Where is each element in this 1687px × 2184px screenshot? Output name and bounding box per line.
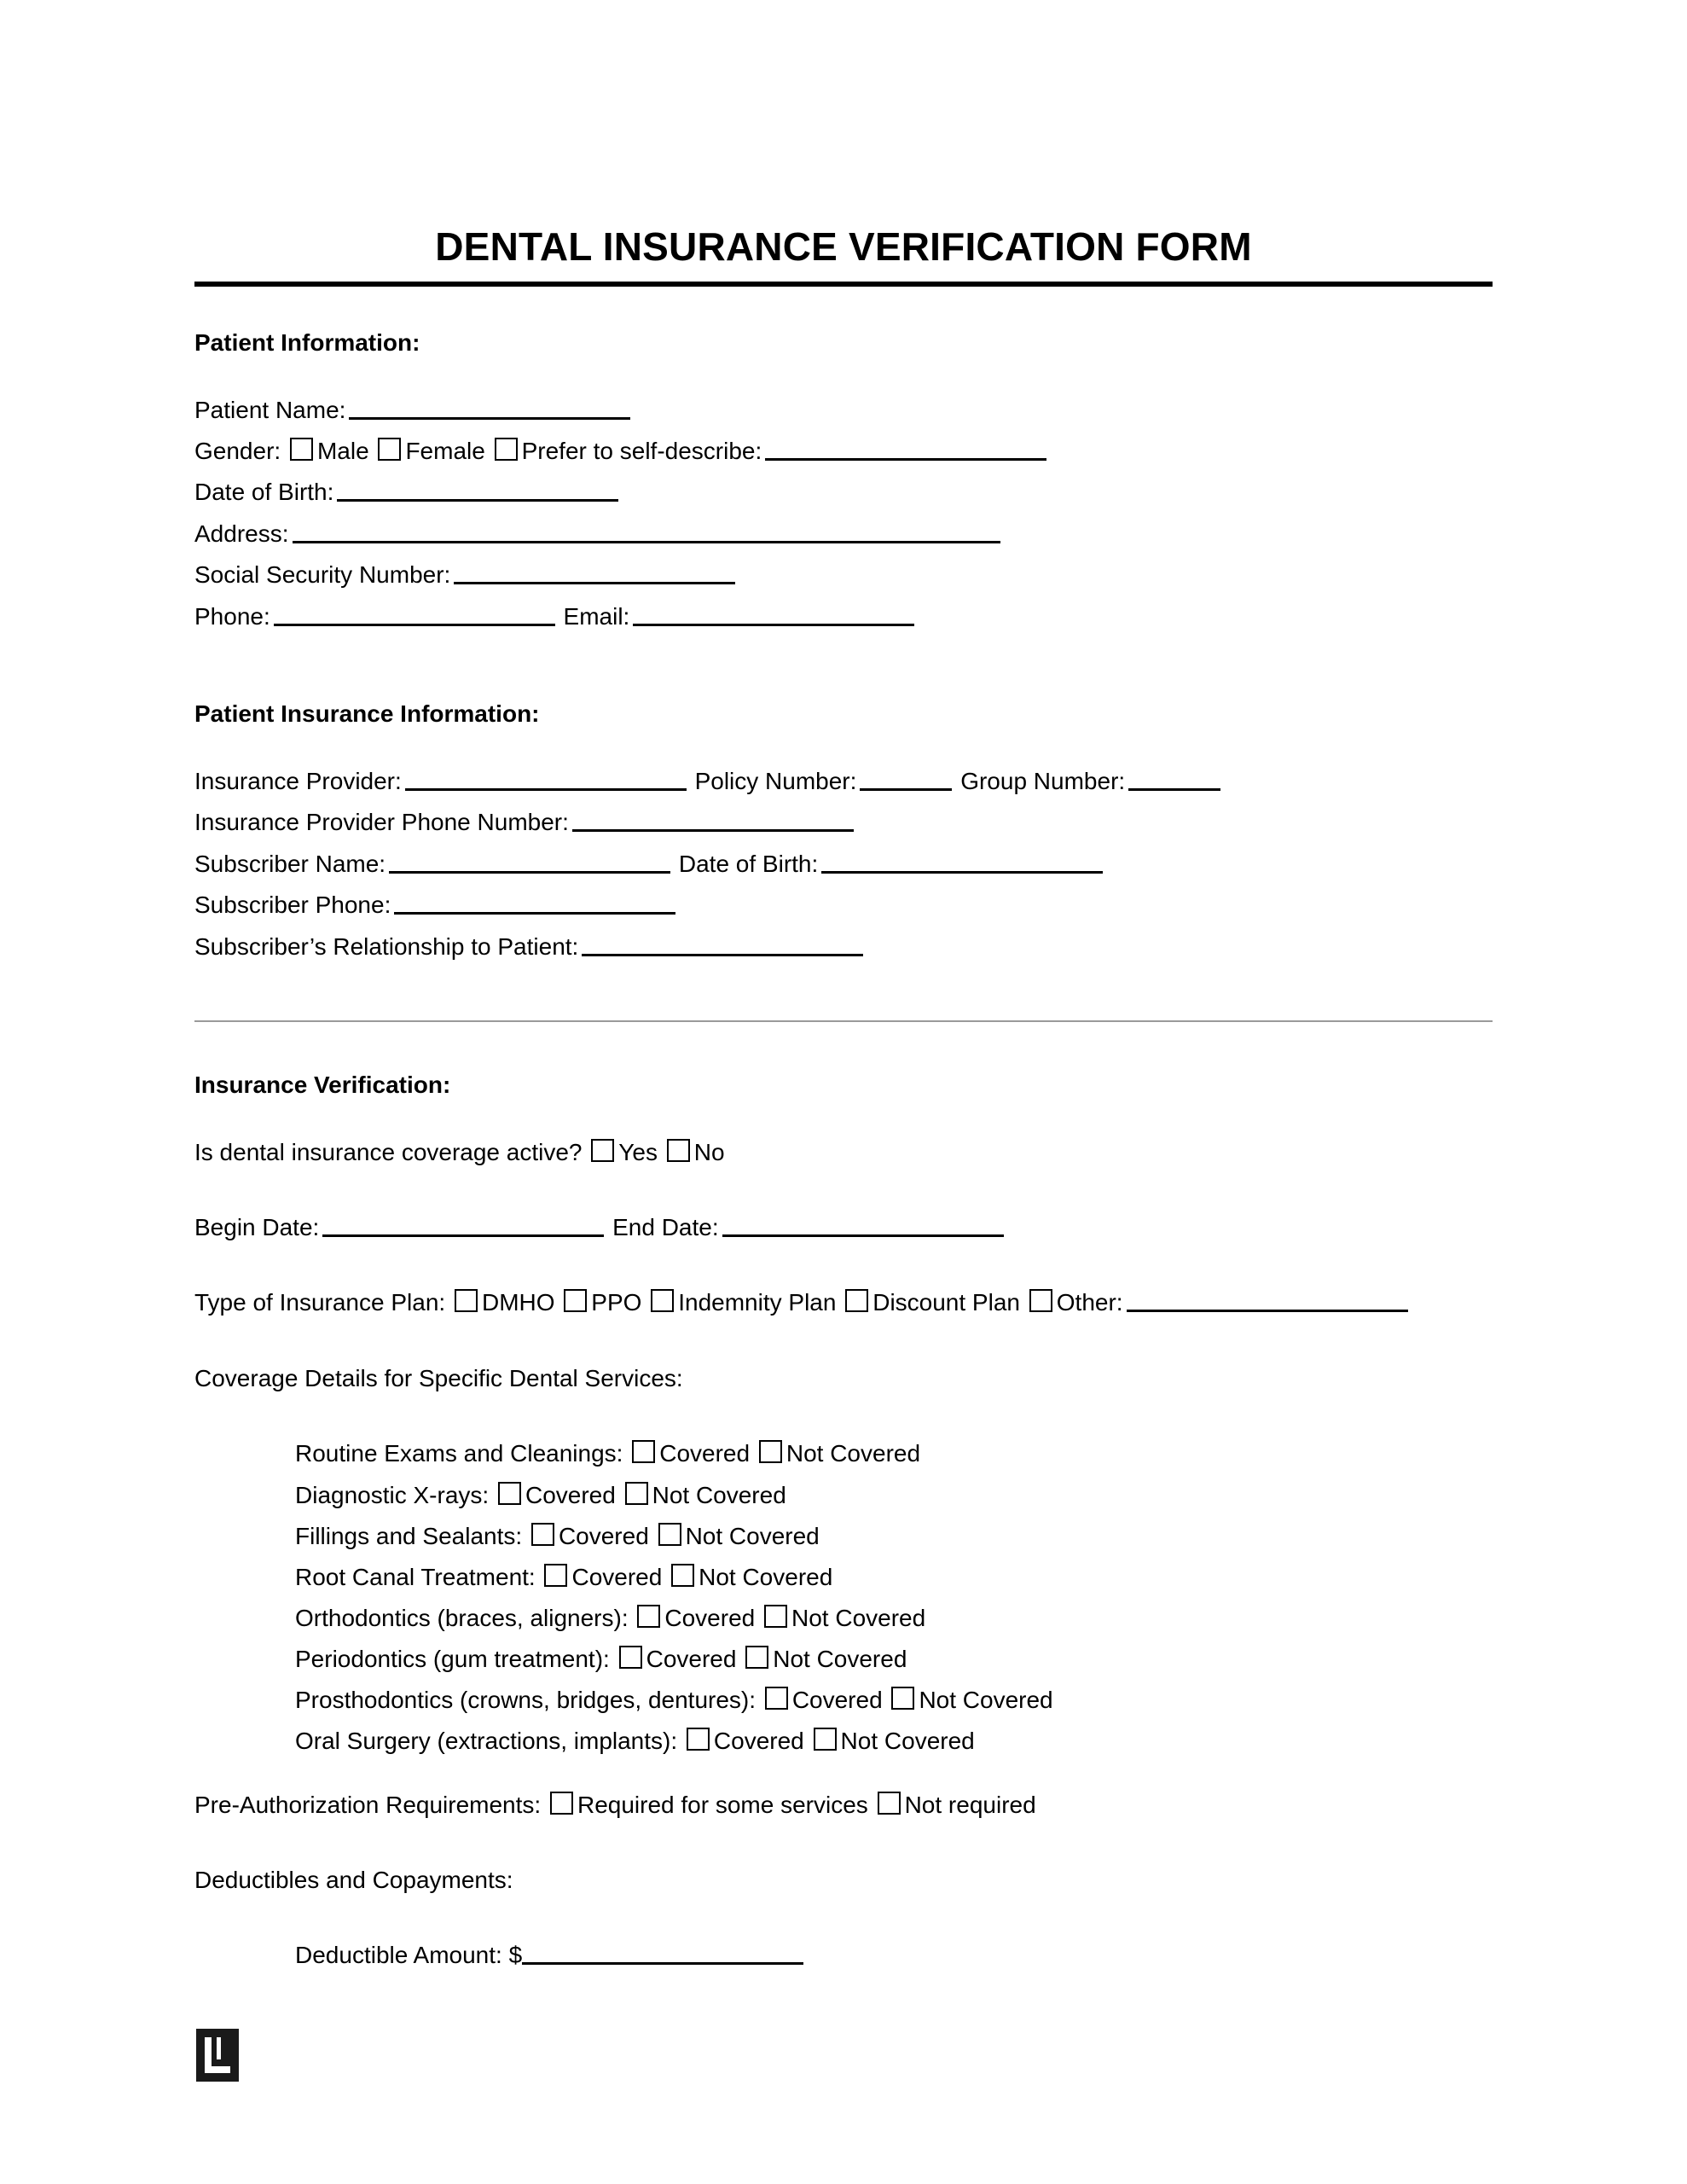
begin-date-label: Begin Date:	[194, 1214, 320, 1241]
insurance-provider-input[interactable]	[405, 768, 687, 791]
coverage-option-not-covered: Not Covered	[773, 1646, 907, 1673]
list-item	[295, 1639, 1493, 1680]
coverage-option-covered: Covered	[525, 1481, 616, 1508]
coverage-item-label: Routine Exams and Cleanings:	[295, 1440, 623, 1467]
coverage-option-covered: Covered	[571, 1563, 663, 1590]
coverage-dates-row	[194, 1207, 1493, 1248]
phone-label: Phone:	[194, 602, 270, 630]
checkbox-prosthodontics-covered[interactable]	[765, 1687, 788, 1710]
insurance-provider-phone-input[interactable]	[572, 809, 854, 832]
ssn-label: Social Security Number:	[194, 561, 451, 589]
end-date-input[interactable]	[722, 1214, 1004, 1237]
subscriber-relationship-input[interactable]	[582, 933, 863, 956]
checkbox-orthodontics-not-covered[interactable]	[764, 1605, 787, 1628]
coverage-details-label: Coverage Details for Specific Dental Services:	[194, 1364, 683, 1391]
plan-other-input[interactable]	[1127, 1289, 1408, 1312]
checkbox-prosthodontics-not-covered[interactable]	[891, 1687, 914, 1710]
plan-option-dmho: DMHO	[481, 1289, 555, 1316]
insurance-provider-phone-row	[194, 802, 1493, 843]
plan-option-discount: Discount Plan	[872, 1289, 1020, 1316]
patient-name-input[interactable]	[349, 397, 630, 420]
subscriber-name-label: Subscriber Name:	[194, 850, 386, 877]
plan-type-row	[194, 1282, 1493, 1323]
coverage-option-covered: Covered	[664, 1604, 756, 1631]
coverage-item-label: Diagnostic X-rays:	[295, 1481, 490, 1508]
insurance-provider-row	[194, 761, 1493, 802]
patient-name-label: Patient Name:	[194, 396, 346, 423]
plan-option-ppo: PPO	[591, 1289, 642, 1316]
coverage-active-question: Is dental insurance coverage active?	[194, 1138, 583, 1165]
checkbox-routine-exams-not-covered[interactable]	[759, 1440, 782, 1463]
checkbox-coverage-active-no[interactable]	[667, 1139, 690, 1162]
subscriber-phone-row	[194, 885, 1493, 926]
patient-insurance-information-heading: Patient Insurance Information:	[194, 700, 540, 728]
list-item	[295, 1557, 1493, 1598]
date-of-birth-input[interactable]	[337, 479, 618, 502]
date-of-birth-row	[194, 472, 1493, 513]
subscriber-phone-input[interactable]	[394, 892, 675, 915]
checkbox-plan-indemnity[interactable]	[651, 1289, 674, 1312]
checkbox-fillings-covered[interactable]	[531, 1523, 554, 1546]
deductible-amount-row	[295, 1935, 1493, 1976]
coverage-option-not-covered: Not Covered	[840, 1728, 975, 1755]
gender-option-female: Female	[405, 438, 485, 465]
gender-row	[194, 431, 1493, 472]
address-input[interactable]	[293, 520, 1000, 543]
patient-information-heading: Patient Information:	[194, 329, 420, 356]
patient-information-section	[194, 326, 1493, 637]
patient-insurance-information-section	[194, 697, 1493, 967]
coverage-option-not-covered: Not Covered	[919, 1687, 1053, 1714]
deductible-amount-group	[295, 1935, 1493, 1976]
coverage-option-not-covered: Not Covered	[699, 1563, 833, 1590]
checkbox-orthodontics-covered[interactable]	[637, 1605, 660, 1628]
preauth-label: Pre-Authorization Requirements:	[194, 1791, 542, 1818]
checkbox-root-canal-covered[interactable]	[544, 1564, 567, 1587]
checkbox-fillings-not-covered[interactable]	[658, 1523, 681, 1546]
preauth-row	[194, 1785, 1493, 1826]
checkbox-preauth-not-required[interactable]	[878, 1792, 901, 1815]
plan-option-other: Other:	[1056, 1289, 1123, 1316]
checkbox-routine-exams-covered[interactable]	[632, 1440, 655, 1463]
checkbox-root-canal-not-covered[interactable]	[671, 1564, 694, 1587]
checkbox-xrays-covered[interactable]	[498, 1482, 521, 1505]
list-item	[295, 1475, 1493, 1516]
deductible-amount-input[interactable]	[522, 1942, 803, 1965]
subscriber-dob-label: Date of Birth:	[678, 850, 819, 877]
coverage-item-label: Oral Surgery (extractions, implants):	[295, 1728, 678, 1755]
coverage-option-not-covered: Not Covered	[786, 1440, 921, 1467]
address-row	[194, 514, 1493, 555]
group-number-input[interactable]	[1128, 768, 1220, 791]
coverage-active-option-no: No	[693, 1138, 725, 1165]
coverage-option-covered: Covered	[713, 1728, 804, 1755]
coverage-item-label: Fillings and Sealants:	[295, 1522, 523, 1549]
checkbox-coverage-active-yes[interactable]	[591, 1139, 614, 1162]
checkbox-plan-dmho[interactable]	[455, 1289, 478, 1312]
legal-templates-logo	[196, 2029, 239, 2082]
subscriber-name-input[interactable]	[389, 851, 670, 874]
coverage-item-label: Root Canal Treatment:	[295, 1563, 536, 1590]
gender-option-male: Male	[316, 438, 369, 465]
subscriber-relationship-row	[194, 926, 1493, 967]
date-of-birth-label: Date of Birth:	[194, 479, 334, 506]
patient-name-row	[194, 390, 1493, 431]
address-label: Address:	[194, 520, 289, 547]
end-date-label: End Date:	[612, 1214, 719, 1241]
coverage-option-covered: Covered	[558, 1522, 649, 1549]
coverage-option-covered: Covered	[646, 1646, 737, 1673]
gender-label: Gender:	[194, 438, 281, 465]
coverage-item-label: Orthodontics (braces, aligners):	[295, 1604, 629, 1631]
list-item	[295, 1721, 1493, 1762]
ssn-row	[194, 555, 1493, 595]
list-item	[295, 1433, 1493, 1474]
ssn-input[interactable]	[454, 561, 735, 584]
phone-email-row	[194, 596, 1493, 637]
checkbox-oral-surgery-not-covered[interactable]	[814, 1728, 837, 1751]
checkbox-gender-male[interactable]	[290, 438, 313, 461]
checkbox-xrays-not-covered[interactable]	[625, 1482, 648, 1505]
title-divider	[194, 282, 1493, 287]
coverage-option-covered: Covered	[659, 1440, 751, 1467]
coverage-option-not-covered: Not Covered	[791, 1604, 926, 1631]
coverage-active-row	[194, 1132, 1493, 1173]
coverage-item-label: Prosthodontics (crowns, bridges, dentures):	[295, 1687, 757, 1714]
coverage-option-not-covered: Not Covered	[685, 1522, 820, 1549]
document-content	[194, 224, 1493, 2014]
coverage-items-list	[295, 1433, 1493, 1762]
subscriber-phone-label: Subscriber Phone:	[194, 892, 391, 919]
insurance-verification-heading: Insurance Verification:	[194, 1072, 451, 1098]
checkbox-gender-self-describe[interactable]	[495, 438, 518, 461]
checkbox-periodontics-covered[interactable]	[619, 1646, 642, 1669]
subscriber-dob-input[interactable]	[821, 851, 1103, 874]
group-number-label: Group Number:	[960, 767, 1126, 794]
page-title: DENTAL INSURANCE VERIFICATION FORM	[435, 224, 1252, 269]
begin-date-input[interactable]	[322, 1214, 604, 1237]
checkbox-plan-other[interactable]	[1029, 1289, 1052, 1312]
gender-option-self-describe: Prefer to self-describe:	[521, 438, 762, 465]
list-item	[295, 1516, 1493, 1557]
list-item	[295, 1680, 1493, 1721]
subscriber-name-row	[194, 844, 1493, 885]
coverage-option-not-covered: Not Covered	[652, 1481, 786, 1508]
subscriber-relationship-label: Subscriber’s Relationship to Patient:	[194, 932, 579, 960]
insurance-provider-phone-label: Insurance Provider Phone Number:	[194, 809, 569, 836]
checkbox-preauth-required[interactable]	[550, 1792, 573, 1815]
plan-type-label: Type of Insurance Plan:	[194, 1289, 446, 1316]
email-label: Email:	[563, 602, 630, 630]
plan-option-indemnity: Indemnity Plan	[678, 1289, 837, 1316]
checkbox-plan-discount[interactable]	[845, 1289, 868, 1312]
email-input[interactable]	[633, 603, 914, 626]
gender-self-describe-input[interactable]	[765, 438, 1046, 461]
phone-input[interactable]	[274, 603, 555, 626]
deductibles-label: Deductibles and Copayments:	[194, 1867, 513, 1894]
policy-number-input[interactable]	[860, 768, 952, 791]
coverage-item-label: Periodontics (gum treatment):	[295, 1646, 610, 1673]
policy-number-label: Policy Number:	[694, 767, 857, 794]
deductible-amount-label: Deductible Amount: $	[295, 1942, 523, 1969]
checkbox-plan-ppo[interactable]	[564, 1289, 587, 1312]
list-item	[295, 1598, 1493, 1639]
section-divider	[194, 1020, 1493, 1022]
checkbox-gender-female[interactable]	[378, 438, 401, 461]
checkbox-oral-surgery-covered[interactable]	[687, 1728, 710, 1751]
preauth-option-not-required: Not required	[904, 1791, 1036, 1818]
coverage-active-option-yes: Yes	[618, 1138, 658, 1165]
insurance-verification-section	[194, 1068, 1493, 1977]
insurance-provider-label: Insurance Provider:	[194, 767, 402, 794]
checkbox-periodontics-not-covered[interactable]	[745, 1646, 768, 1669]
coverage-option-covered: Covered	[791, 1687, 883, 1714]
preauth-option-required: Required for some services	[577, 1791, 868, 1818]
